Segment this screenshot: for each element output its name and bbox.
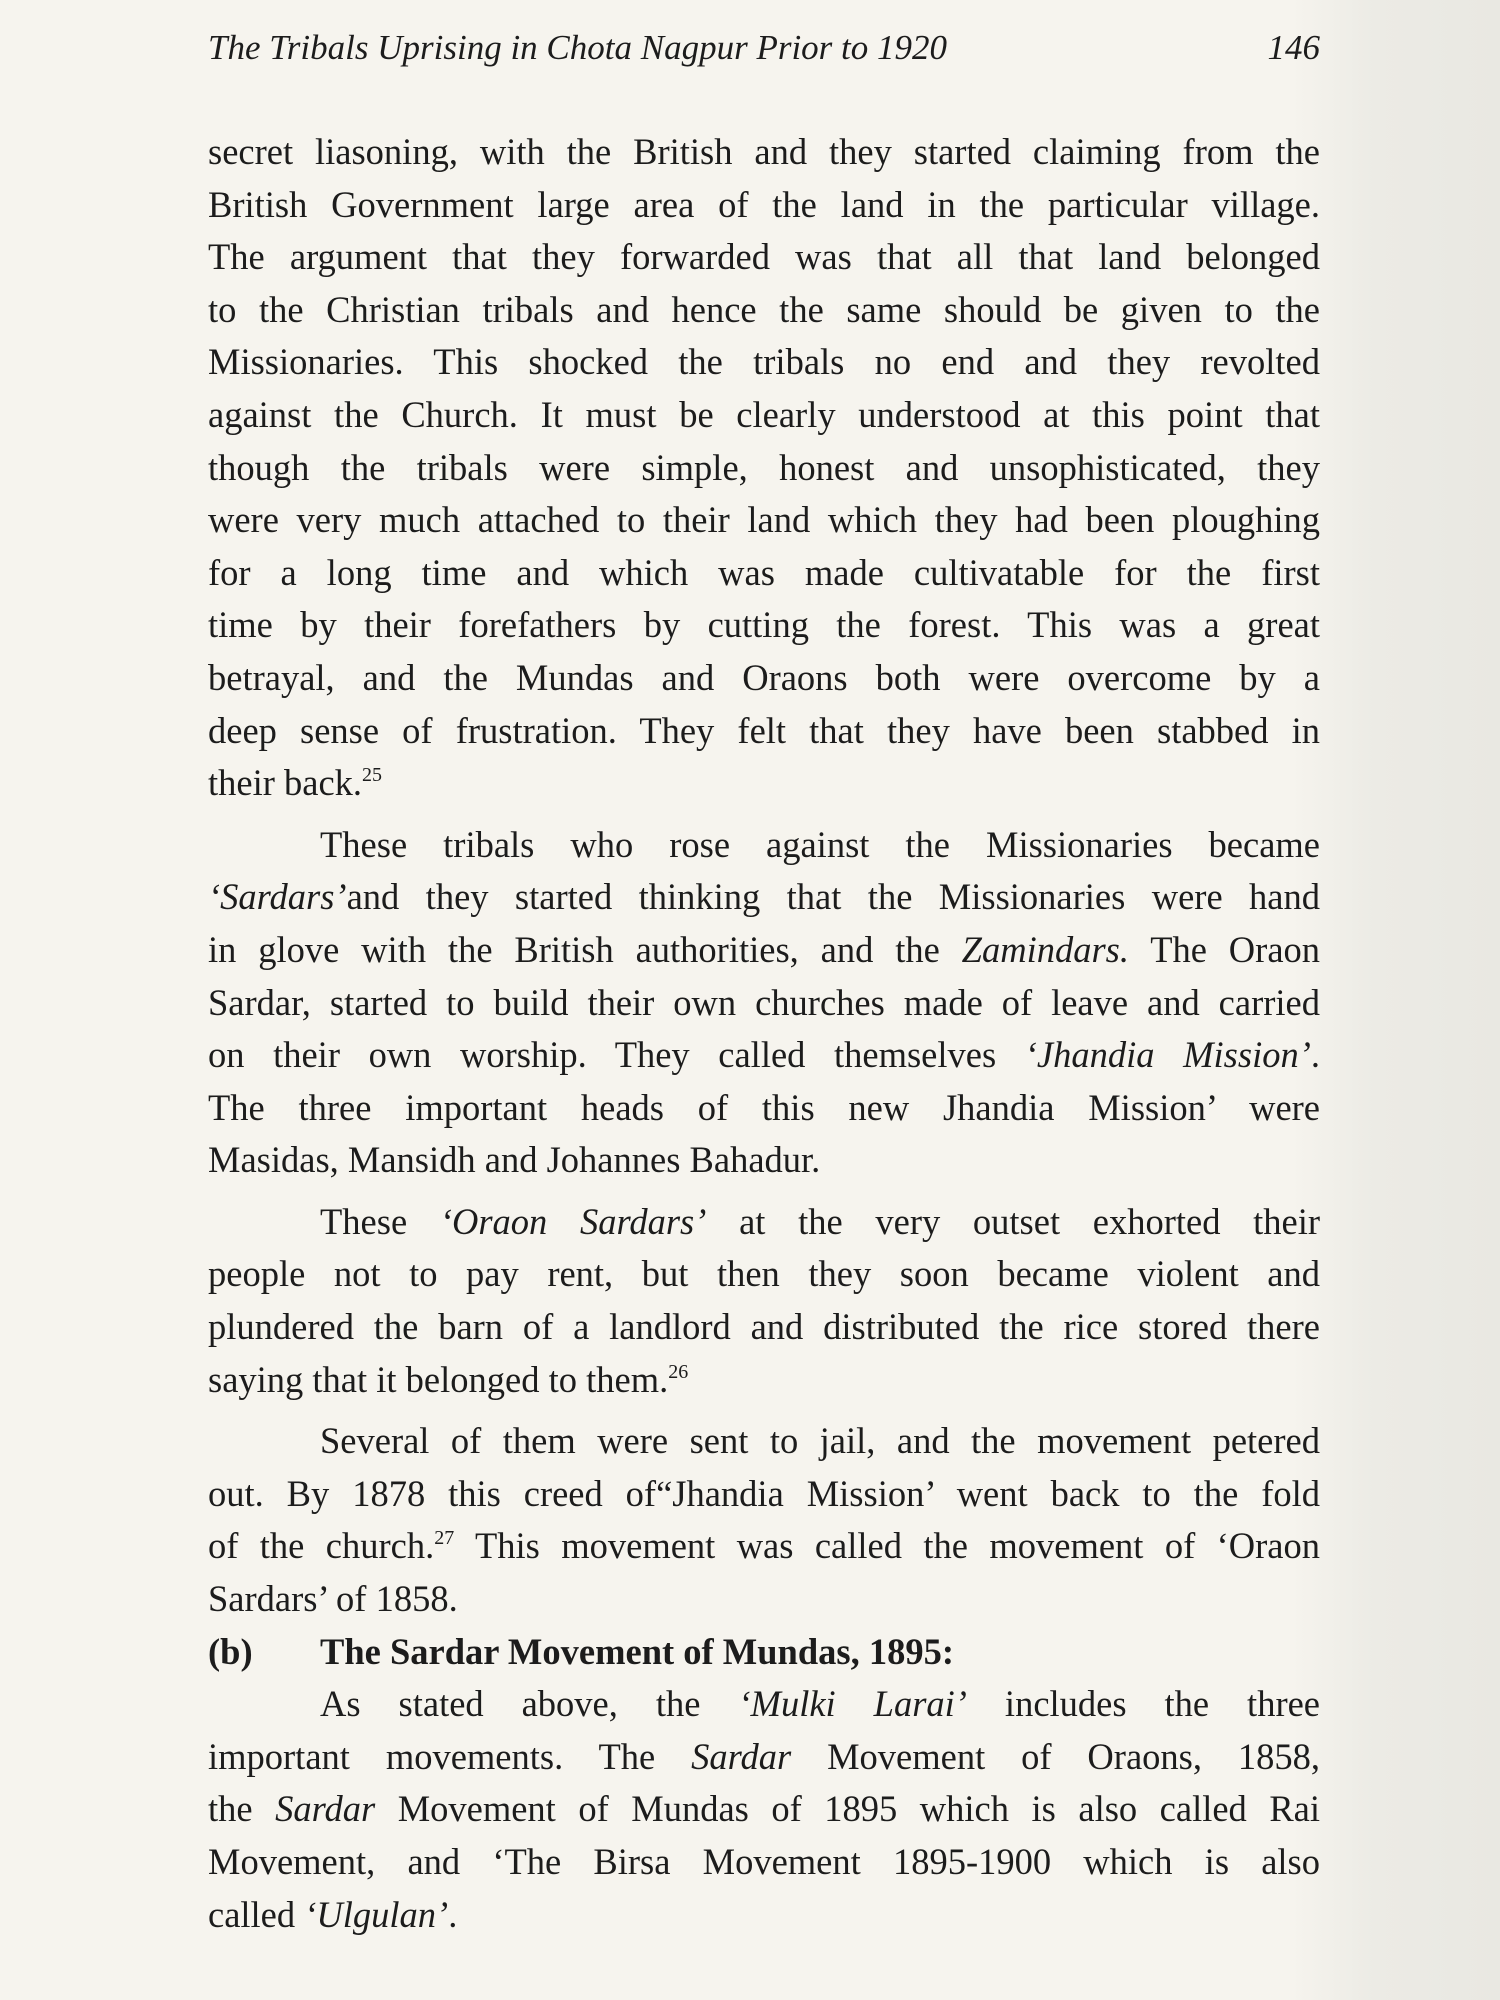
text-line: to the Christian tribals and hence the same should be given to the [208, 288, 1320, 330]
text-fragment: Movement of Oraons, 1858, [827, 1735, 1321, 1777]
italic-term: ‘Oraon Sardars’ [439, 1200, 707, 1242]
paragraph-4 [208, 1415, 1320, 1625]
text-fragment: the [208, 1788, 253, 1830]
text-line [208, 1678, 1320, 1731]
italic-term: Sardar [275, 1788, 376, 1830]
text-fragment: . [1310, 1034, 1320, 1076]
text-line [208, 871, 1320, 924]
paragraph-1 [208, 126, 1320, 810]
text-line: Missionaries. This shocked the tribals no end and they revolted [208, 341, 1320, 383]
text-fragment: includes the three [1004, 1683, 1321, 1725]
text-fragment: called [208, 1893, 296, 1935]
text-line: out. By 1878 this creed of“Jhandia Mission’ went back to the fold [208, 1472, 1320, 1514]
text-line: Masidas, Mansidh and Johannes Bahadur. [208, 1139, 821, 1181]
text-line [208, 1196, 1320, 1249]
text-fragment: These [320, 1200, 408, 1242]
footnote-ref-26: 26 [668, 1360, 689, 1383]
italic-term: ‘Sardars’ [208, 876, 347, 918]
italic-term: ‘Jhandia Mission’ [1024, 1034, 1311, 1076]
text-line: The argument that they forwarded was that all that land belonged [208, 236, 1320, 278]
italic-term: Zamindars. [961, 928, 1129, 970]
text-line: Sardars’ of 1858. [208, 1578, 458, 1620]
running-header [208, 22, 1320, 74]
text-fragment: . [448, 1893, 458, 1935]
paragraph-3 [208, 1196, 1320, 1406]
paragraph-5 [208, 1678, 1320, 1941]
text-line: Sardar, started to build their own churches made of leave and carried [208, 981, 1320, 1023]
text-line [208, 1783, 1320, 1836]
page-edge-shadow [1290, 0, 1500, 2000]
text-line: were very much attached to their land which they had been ploughing [208, 499, 1320, 541]
section-subheading [208, 1626, 1320, 1679]
text-fragment: at the very outset exhorted their [739, 1200, 1321, 1242]
text-fragment: in glove with the British authorities, and the [208, 928, 940, 970]
text-fragment: their back. [208, 762, 363, 804]
text-line: against the Church. It must be clearly understood at this point that [208, 393, 1320, 435]
text-line: These tribals who rose against the Missionaries became [320, 823, 1320, 865]
footnote-ref-27: 27 [434, 1527, 455, 1550]
text-line [208, 1520, 1320, 1573]
text-fragment: This movement was called the movement of ‘Oraon [474, 1525, 1320, 1567]
subheading-text: The Sardar Movement of Mundas, 1895: [320, 1630, 955, 1672]
text-line: deep sense of frustration. They felt that they have been stabbed in [208, 709, 1320, 751]
text-fragment: of the church. [208, 1525, 435, 1567]
text-fragment: The Oraon [1150, 928, 1321, 970]
text-line: though the tribals were simple, honest and unsophisticated, they [208, 446, 1320, 488]
text-line [208, 924, 1320, 977]
text-line [208, 1889, 1320, 1942]
text-fragment: and they started thinking that the Missionaries were hand [346, 876, 1320, 918]
text-line [208, 757, 1320, 810]
text-fragment: on their own worship. They called themselves [208, 1034, 997, 1076]
text-fragment: As stated above, the [320, 1683, 701, 1725]
italic-term: ‘Mulki Larai’ [738, 1683, 967, 1725]
text-fragment: saying that it belonged to them. [208, 1358, 669, 1400]
text-line: Several of them were sent to jail, and the movement petered [320, 1420, 1320, 1462]
text-fragment: Movement of Mundas of 1895 which is also called Rai [397, 1788, 1321, 1830]
body-text [208, 126, 1320, 1941]
running-title: The Tribals Uprising in Chota Nagpur Prior to 1920 [208, 28, 948, 67]
text-line: secret liasoning, with the British and they started claiming from the [208, 131, 1320, 172]
text-line: people not to pay rent, but then they soon became violent and [208, 1253, 1320, 1295]
text-line: for a long time and which was made cultivatable for the first [208, 551, 1320, 593]
text-line: betrayal, and the Mundas and Oraons both were overcome by a [208, 656, 1320, 698]
text-line: British Government large area of the land in the particular village. [208, 183, 1320, 225]
footnote-ref-25: 25 [362, 764, 383, 787]
text-line [208, 1354, 1320, 1407]
page-number: 146 [1267, 28, 1320, 67]
text-fragment: important movements. The [208, 1735, 656, 1777]
text-line [208, 1731, 1320, 1784]
italic-term: ‘Ulgulan’ [304, 1893, 449, 1935]
text-line: plundered the barn of a landlord and distributed the rice stored there [208, 1306, 1320, 1348]
text-line [208, 1029, 1320, 1082]
text-line: The three important heads of this new Jhandia Mission’ were [208, 1086, 1320, 1128]
subheading-number: (b) [208, 1630, 253, 1672]
paragraph-2 [208, 819, 1320, 1187]
text-line: Movement, and ‘The Birsa Movement 1895-1900 which is also [208, 1841, 1320, 1882]
text-line: time by their forefathers by cutting the forest. This was a great [208, 604, 1320, 646]
italic-term: Sardar [691, 1735, 792, 1777]
